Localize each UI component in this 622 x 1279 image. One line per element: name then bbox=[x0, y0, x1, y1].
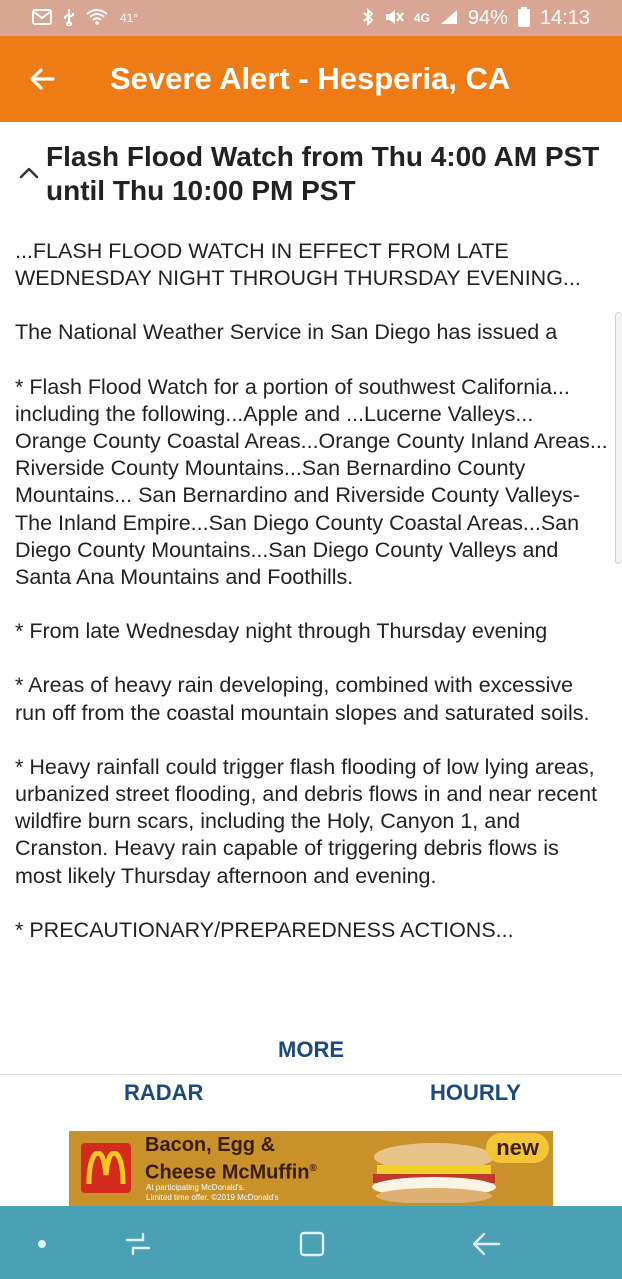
usb-icon bbox=[62, 8, 76, 29]
ad-fine-line: At participating McDonald's. bbox=[146, 1183, 245, 1192]
alert-paragraph: The National Weather Service in San Diego has issued a bbox=[15, 320, 558, 345]
alert-header[interactable] bbox=[0, 122, 622, 232]
ad-headline-line: Bacon, Egg & bbox=[145, 1134, 276, 1156]
back-button[interactable] bbox=[0, 36, 84, 122]
mail-icon bbox=[32, 9, 52, 28]
divider bbox=[0, 1074, 622, 1075]
ad-fine-line: Limited time offer. ©2019 McDonald's bbox=[146, 1193, 279, 1202]
chevron-up-icon bbox=[18, 165, 40, 179]
recent-apps-button[interactable] bbox=[120, 1226, 156, 1262]
battery-percent-text: 94% bbox=[467, 6, 508, 29]
battery-icon bbox=[518, 7, 530, 30]
system-back-button[interactable] bbox=[468, 1226, 504, 1262]
alert-paragraph: ...FLASH FLOOD WATCH IN EFFECT FROM LATE WEDNESDAY NIGHT THROUGH THURSDAY EVENING... bbox=[15, 239, 581, 291]
home-button[interactable] bbox=[294, 1226, 330, 1262]
assistant-dot-button[interactable] bbox=[24, 1226, 60, 1262]
alert-paragraph: * Heavy rainfall could trigger flash flooding of low lying areas, urbanized street flooding, and debris flows in and near recent wildfire burn scars, including the Holy, Canyon 1, and Cranston. Heavy rain capable of triggering debris flows is most likely Thursday afternoon and evening. bbox=[15, 754, 598, 888]
alert-paragraph: * From late Wednesday night through Thursday evening bbox=[15, 619, 548, 644]
alert-details bbox=[0, 122, 622, 1072]
clock-text: 14:13 bbox=[539, 6, 590, 29]
new-badge: new bbox=[486, 1133, 549, 1163]
arrow-left-icon bbox=[29, 67, 55, 91]
bluetooth-icon bbox=[362, 8, 374, 29]
radar-button[interactable]: RADAR bbox=[124, 1080, 204, 1105]
ad-fine-print bbox=[146, 1183, 346, 1203]
alert-paragraph: * Flash Flood Watch for a portion of southwest California... including the following...Apple and ...Lucerne Valleys... Orange County Coastal Areas...Orange County Inland Areas... Riverside County Mountains...San Bernardino County Mountains... San Bernardino and Riverside County Valleys-The Inland Empire...San Diego County Coastal Areas...San Diego County Mountains...San Diego County Valleys and Santa Ana Mountains and Foothills. bbox=[15, 374, 608, 590]
status-bar bbox=[0, 0, 622, 36]
alert-title: Flash Flood Watch from Thu 4:00 AM PST until Thu 10:00 PM PST bbox=[46, 141, 600, 206]
home-square-icon bbox=[298, 1230, 326, 1258]
hourly-button[interactable]: HOURLY bbox=[430, 1080, 521, 1105]
recent-apps-icon bbox=[124, 1230, 152, 1258]
alert-body bbox=[15, 238, 609, 971]
mute-icon bbox=[384, 8, 404, 29]
network-type-text: 4G bbox=[413, 11, 430, 25]
alert-paragraph: * PRECAUTIONARY/PREPAREDNESS ACTIONS... bbox=[15, 917, 514, 942]
registered-mark: ® bbox=[309, 1163, 317, 1174]
ad-headline-text: Cheese McMuffin bbox=[145, 1161, 310, 1184]
dot-icon bbox=[36, 1238, 48, 1250]
back-arrow-icon bbox=[471, 1230, 501, 1258]
ad-banner[interactable] bbox=[69, 1131, 553, 1206]
more-button[interactable]: MORE bbox=[278, 1037, 344, 1062]
ad-headline bbox=[145, 1133, 317, 1185]
mcdonalds-logo-icon bbox=[81, 1143, 131, 1193]
scrollbar[interactable] bbox=[615, 312, 622, 564]
app-bar bbox=[0, 36, 622, 122]
signal-icon bbox=[440, 9, 458, 28]
page-title: Severe Alert - Hesperia, CA bbox=[110, 61, 511, 96]
wifi-icon bbox=[86, 9, 108, 28]
system-nav-bar bbox=[0, 1206, 622, 1279]
ad-headline-line bbox=[145, 1157, 317, 1185]
temperature-text: 41° bbox=[120, 11, 139, 25]
collapse-button[interactable] bbox=[14, 160, 44, 184]
alert-paragraph: * Areas of heavy rain developing, combined with excessive run off from the coastal mountain slopes and saturated soils. bbox=[15, 673, 590, 725]
